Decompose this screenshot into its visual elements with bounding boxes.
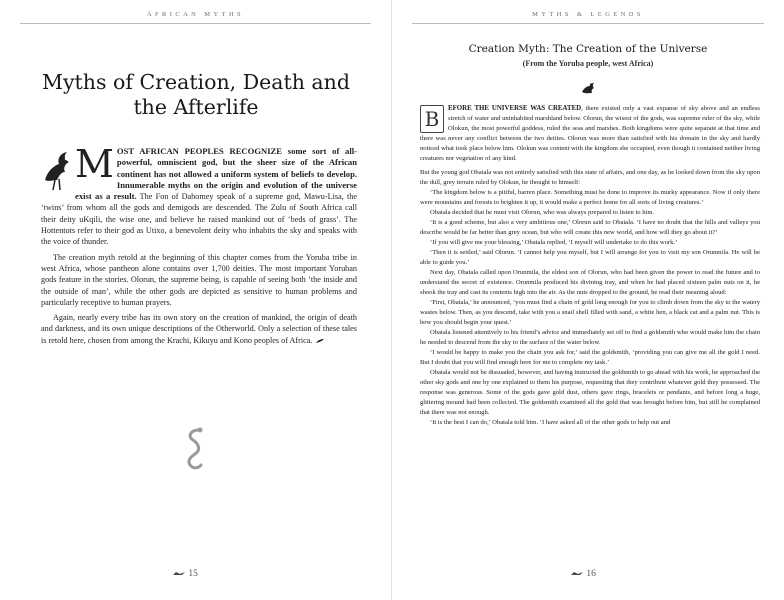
paragraph: ‘If you will give me your blessing,’ Obatala replied, ‘I myself will undertake to do this work.’ xyxy=(430,239,678,246)
paragraph: The creation myth retold at the beginning of this chapter comes from the Yoruba tribe in west Africa, whose pantheon alone contains over 1,700 deities. The most important Yoruban gods feature in the stories. Olorun, the supreme being, is capable of seeing both ‘the inside and the outside of man’, while the other gods are depicted as sensitive to human problems and particularly receptive to human prayers. xyxy=(41,252,357,307)
paragraph: ‘Then it is settled,’ said Olorun. ‘I cannot help you myself, but I will arrange for you to visit my son Orunmila. He will be able to guide you.’ xyxy=(420,249,760,266)
paragraph: Obatala would not be dissuaded, however, and having instructed the goldsmith to go ahead with his work, he approached the other sky gods and one by one explained to them his purpose, requesting that they contribute whatever gold they possessed. The response was generous. Some of the gods gave gold dust, others gave rings, bracelets or pendants, and before long a huge, glittering mound had been collected. The goldsmith examined all the gold that was brought before him, but still he complained that there was not enough. xyxy=(420,369,760,416)
paragraph: Again, nearly every tribe has its own story on the creation of mankind, the origin of death and darkness, and its own unique descriptions of the Otherworld. Only a selection of these tales is retold here, chosen from among the Krachi, Kikuyu and Kono peoples of Africa. xyxy=(41,313,357,345)
paragraph: Next day, Obatala called upon Orunmila, the eldest son of Olorun, who had been given the power to read the future and to understand the secret of existence. Orunmila produced his divining tray, and when he had placed sixteen palm nuts on it, he shook the tray and cast its contents high into the air. As the nuts dropped to the ground, he read their meaning aloud: xyxy=(420,269,760,296)
paragraph: Obatala decided that he must visit Olorun, who was always prepared to listen to him. xyxy=(430,209,655,216)
running-head: AFRICAN MYTHS xyxy=(146,11,245,18)
intro-rest: The Fon of Dahomey speak of a supreme god, Mawu-Lisa, the ‘twins’ from whom all the gods and demigods are descended. The Zulu of South Africa call their deity uKqili, the wise one, and believe he raised mankind out of ‘beds of grass’. The Hottentots refer to their god as Utixo, a benevolent deity who inhabits the sky and speaks with the voice of thunder. xyxy=(41,192,357,247)
bird-icon xyxy=(580,82,596,96)
paragraph: ‘First, Obatala,’ he announced, ‘you must find a chain of gold long enough for you to climb down from the sky to the watery wastes below. Then, as you descend, take with you a snail shell filled with sand, a white hen, a black cat and a palm nut. This is how you should begin your quest.’ xyxy=(420,299,760,326)
myth-title: Creation Myth: The Creation of the Universe xyxy=(468,43,708,55)
page-number: 15 xyxy=(172,569,198,579)
folio-ornament-icon xyxy=(570,571,584,576)
header-rule xyxy=(20,23,371,24)
chapter-title: Myths of Creation, Death and the Afterlife xyxy=(41,70,350,119)
paragraph: , there existed only a vast expanse of sky above and an endless stretch of water and uninhabited marshland below. Olorun, the wisest of the gods, was supreme ruler of the sky, while Olokun, the most powerful goddess, ruled the seas and marshes. Both kingdoms were quite separate at that time and there was never any conflict between the two deities. Olorun was more than satisfied with his domain in the sky and hardly noticed what took place below him. Olokun was content with the kingdom she occupied, even though it contained neither living creatures nor vegetation of any kind. xyxy=(420,105,760,162)
folio-ornament-icon xyxy=(172,571,186,576)
paragraph: But the young god Obatala was not entirely satisfied with this state of affairs, and one day, as he looked down from the sky upon the dull, grey terrain ruled by Olokun, he thought to himself: xyxy=(420,169,760,186)
paragraph: ‘It is a good scheme, but also a very ambitious one,’ Olorun said to Obatala. ‘I have no doubt that the hills and valleys you describe would be far better than grey ocean, but who will create this new world, and how will they go about it?’ xyxy=(420,219,760,236)
bird-ornament-icon xyxy=(315,338,325,344)
drop-cap: M xyxy=(75,142,114,186)
paragraph: ‘I would be happy to make you the chain you ask for,’ said the goldsmith, ‘providing you can give me all the gold I need. But I doubt that you will find enough here for me to complete my task.’ xyxy=(420,349,760,366)
paragraph: Obatala listened attentively to his friend’s advice and immediately set off to find a goldsmith who would make him the chain he needed to descend from the sky to the surface of the water below. xyxy=(420,329,760,346)
header-rule xyxy=(412,23,764,24)
paragraph: ‘The kingdom below is a pitiful, barren place. Something must be done to improve its murky appearance. Now if only there were mountains and forests to brighten it up, it would make a perfect home for all sorts of living creatures.’ xyxy=(420,189,760,206)
bird-icon xyxy=(41,150,73,192)
intro-lead: OST AFRICAN PEOPLES RECOGNIZE some sort of all-powerful, omniscient god, but the sheer size of the African continent has not allowed a uniform system of beliefs to develop. Innumerable myths on the origin and evolution of the universe exist as a result. xyxy=(75,146,357,202)
lead-caps: EFORE THE UNIVERSE WAS CREATED xyxy=(448,105,582,112)
story-text xyxy=(420,104,760,428)
right-page xyxy=(392,0,784,600)
page-number: 16 xyxy=(570,569,596,579)
snake-icon xyxy=(181,426,207,472)
paragraph: ‘It is the best I can do,’ Obatala told him. ‘I have asked all of the other gods to help out and xyxy=(430,419,671,426)
drop-cap: B xyxy=(420,105,444,133)
running-head: MYTHS & LEGENDS xyxy=(532,11,644,18)
myth-subtitle: (From the Yoruba people, west Africa) xyxy=(522,59,654,68)
intro-text xyxy=(41,142,357,346)
